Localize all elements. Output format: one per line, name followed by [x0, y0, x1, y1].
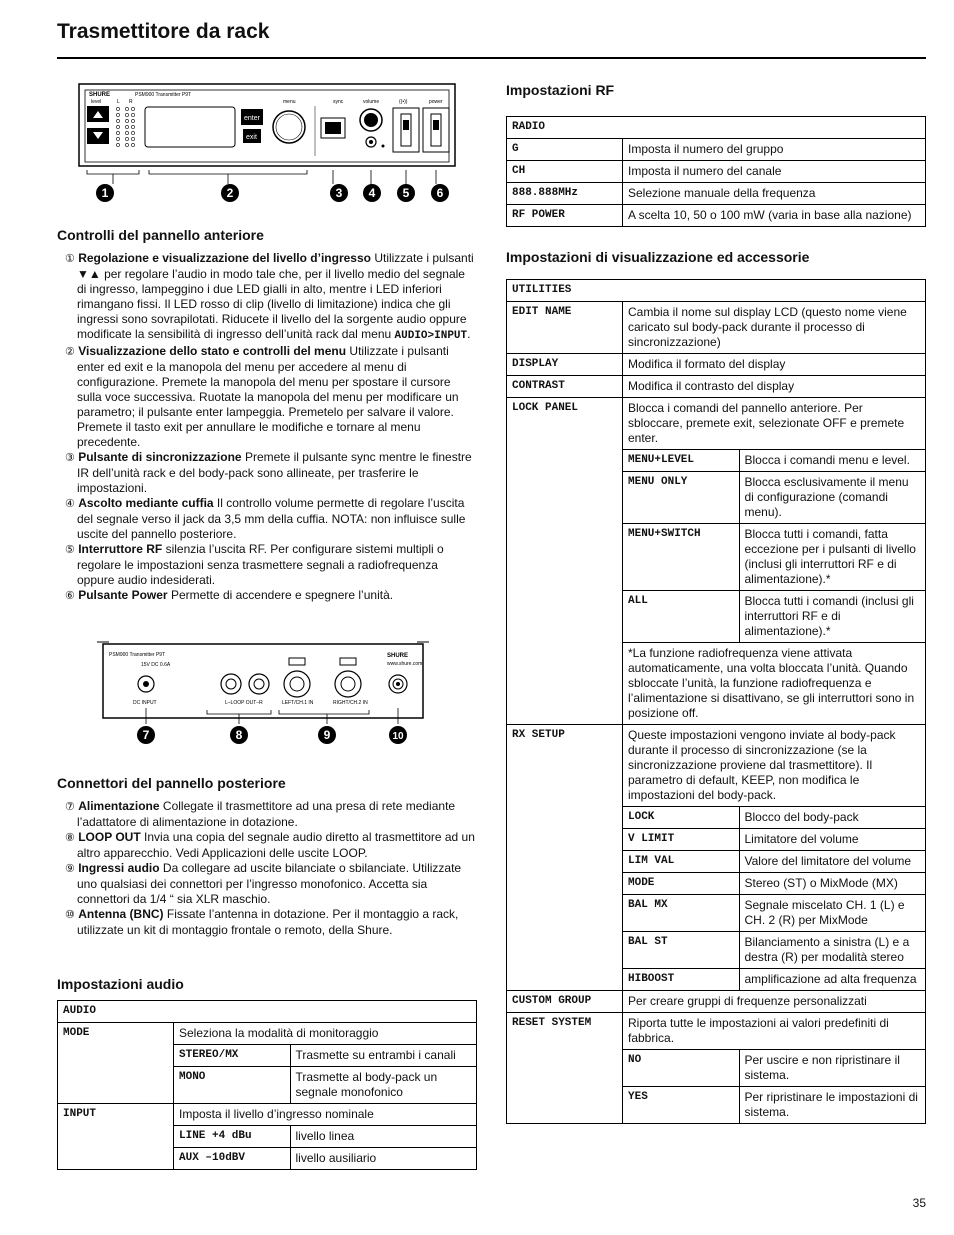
left-column: [57, 76, 477, 1170]
title-rule: [57, 57, 926, 59]
svg-text:R: R: [129, 99, 133, 105]
svg-text:power: power: [429, 99, 443, 105]
svg-text:2: 2: [226, 186, 234, 200]
svg-text:level: level: [91, 99, 102, 105]
svg-text:8: 8: [235, 728, 243, 742]
svg-text:10: 10: [392, 731, 404, 742]
table-header: RADIO: [507, 117, 926, 139]
list-item: ⑥ Pulsante Power Permette di accendere e spegnere l’unità.: [65, 588, 394, 602]
rf-settings-table: RADIO G Imposta il numero del gruppo CH Imposta il numero del canale 888.888MHz Selezione manuale della frequenza RF POWER A scelta 10, 50 o 100 mW (varia in base alla nazione): [506, 116, 926, 227]
svg-text:LEFT/CH.1 IN: LEFT/CH.1 IN: [282, 700, 314, 706]
utilities-table: UTILITIES EDIT NAME Cambia il nome sul display LCD (questo nome viene caricato sul body-pack durante il processo di sincronizzazione) DISPLAY Modifica il formato del display CONTRAST Modifica il contrasto del display LOCK PANEL Blocca i comandi del pannello anteriore. Per sbloccare, premete exit, selezionate OFF e premete enter. MENU+LEVEL Blocca i comandi menu e level. MENU ONLY Blocca esclusivamente il menu di configurazione (comandi menu). MENU+SWITCH Blocca tutti i comandi, fatta eccezione per i pulsanti di livello (inclusi gli interruttori RF e di alimentazione).* ALL Blocca tutti i comandi (inclusi gli interruttori RF e di alimentazione).* *La funzione radiofrequenza viene attivata automaticamente, una volta bloccata l’unità. Quando sbloccate l’unità, la funzione radiofrequenza e l’alimentazione si disattivano, se gli interruttori sono in posizione off. RX SETUP Queste impostazioni vengono inviate al body-pack durante il processo di sincronizzazione (se la sincronizzazione proviene dal trasmettitore). Il parametro di default, KEEP, non modifica le impostazioni del body-pack. LOCK Blocco del body-pack V LIMIT Limitatore del volume LIM VAL Valore del limitatore del volume MODE Stereo (ST) o MixMode (MX) BAL MX Segnale miscelato CH. 1 (L) e CH. 2 (R) per MixMode BAL ST Bilanciamento a sinistra (L) e a destra (R) per modalità stereo HIBOOST amplificazione ad alta frequenza CUSTOM GROUP Per creare gruppi di frequenze personalizzati RESET SYSTEM Riporta tutte le impostazioni ai valori predefiniti di fabbrica. NO Per uscire e non ripristinare il sistema. YES Per ripristinare le impostazioni di sistema.: [506, 279, 926, 1124]
rf-settings-heading: Impostazioni RF: [506, 82, 615, 98]
svg-text:4: 4: [368, 186, 376, 200]
audio-settings-table: [57, 1000, 477, 1170]
rx-setup-options-table: LOCK Blocco del body-pack V LIMIT Limitatore del volume LIM VAL Valore del limitatore del volume MODE Stereo (ST) o MixMode (MX) BAL MX Segnale miscelato CH. 1 (L) e CH. 2 (R) per MixMode BAL ST Bilanciamento a sinistra (L) e a destra (R) per modalità stereo HIBOOST amplificazione ad alta frequenza: [623, 807, 925, 990]
audio-settings-heading: Impostazioni audio: [57, 976, 184, 992]
reset-options-table: NO Per uscire e non ripristinare il sistema. YES Per ripristinare le impostazioni di sistema.: [623, 1050, 925, 1123]
svg-text:3: 3: [335, 186, 343, 200]
front-panel-heading: Controlli del pannello anteriore: [57, 227, 264, 243]
svg-text:1: 1: [101, 186, 109, 200]
svg-text:volume: volume: [363, 99, 380, 105]
svg-text:RIGHT/CH.2 IN: RIGHT/CH.2 IN: [333, 700, 368, 706]
front-brand-text: SHURE: [89, 92, 111, 98]
table-cell: INPUT: [58, 1104, 174, 1170]
svg-text:9: 9: [323, 728, 331, 742]
svg-text:((•)): ((•)): [399, 99, 408, 105]
page-title: Trasmettitore da rack: [57, 20, 270, 43]
svg-text:menu: menu: [283, 99, 296, 105]
lock-panel-options-table: MENU+LEVEL Blocca i comandi menu e level. MENU ONLY Blocca esclusivamente il menu di configurazione (comandi menu). MENU+SWITCH Blocca tutti i comandi, fatta eccezione per i pulsanti di livello (inclusi gli interruttori RF e di alimentazione).* ALL Blocca tutti i comandi (inclusi gli interruttori RF e di alimentazione).*: [623, 450, 925, 642]
table-cell: MODE: [58, 1023, 174, 1104]
svg-text:exit: exit: [246, 134, 257, 141]
list-item: ⑦ Alimentazione Collegate il trasmettitore ad una presa di rete mediante l’adattatore di alimentazione in dotazione.: [65, 799, 456, 829]
table-cell: Seleziona la modalità di monitoraggio: [174, 1023, 477, 1045]
table-cell: Imposta il livello d’ingresso nominale: [174, 1104, 477, 1126]
svg-text:enter: enter: [244, 115, 260, 122]
svg-text:sync: sync: [333, 99, 344, 105]
svg-text:DC INPUT: DC INPUT: [133, 700, 157, 706]
list-item: ⑩ Antenna (BNC) Fissate l’antenna in dotazione. Per il montaggio a rack, utilizzate un kit di montaggio frontale o remoto, della Shure.: [65, 907, 459, 937]
page-number: 35: [912, 1196, 926, 1210]
utilities-heading: Impostazioni di visualizzazione ed accessorie: [506, 249, 810, 265]
svg-text:PSM900 Transmitter P9T: PSM900 Transmitter P9T: [109, 652, 166, 658]
list-item: ⑧ LOOP OUT Invia una copia del segnale audio diretto al trasmettitore ad un altro apparecchio. Vedi Applicazioni delle uscite LOOP.: [65, 830, 475, 860]
list-item: ④ Ascolto mediante cuffia Il controllo volume permette di regolare l’uscita del segnale verso il jack da 3,5 mm della cuffia. NOTA: non influisce sulle uscite del pannello posteriore.: [65, 496, 466, 541]
list-item: ① Regolazione e visualizzazione del livello d’ingresso Utilizzate i pulsanti ▼▲ per regolare l’audio in modo tale che, per il livello medio del segnale di ingresso, lampeggino i due LED gialli in alto, mentre i LED inferiori rimangano fissi. Il LED rosso di clip (livello di limitazione) indica che gli ingressi sono sovrapilotati. Riducete il livello del la sorgente audio oppure modificate la sensibilità di ingresso dell’unità rack dal menu AUDIO>INPUT.: [65, 251, 474, 342]
list-item: ⑨ Ingressi audio Da collegare ad uscite bilanciate o sbilanciate. Utilizzate uno qualsiasi dei connettori per l’ingresso monofonico. Accetta sia connettori da 1/4 “ sia XLR maschio.: [65, 861, 462, 906]
mode-options-table: STEREO/MX Trasmette su entrambi i canali MONO Trasmette al body-pack un segnale monofonico: [174, 1045, 476, 1103]
rear-panel-diagram: [57, 632, 477, 762]
list-item: ⑤ Interruttore RF silenzia l’uscita RF. Per configurare sistemi multipli o regolare le impostazioni senza trasmettere segnali a radiofrequenza oppure audio indesiderati.: [65, 542, 444, 587]
input-options-table: LINE +4 dBu livello linea AUX –10dBV livello ausiliario: [174, 1126, 476, 1169]
svg-text:6: 6: [436, 186, 444, 200]
svg-text:L–LOOP OUT–R: L–LOOP OUT–R: [225, 700, 263, 706]
list-item: ③ Pulsante di sincronizzazione Premete il pulsante sync mentre le finestre IR dell’unità rack e del body-pack sono allineate, per trasferire le impostazioni.: [65, 450, 472, 495]
right-column: [506, 76, 926, 1124]
lock-panel-note: *La funzione radiofrequenza viene attivata automaticamente, una volta bloccata l’unità. Quando sbloccate l’unità, la funzione radiofrequenza e l’alimentazione si disattivano, se gli interruttori sono in posizione off.: [623, 643, 926, 725]
lcd-display: [145, 107, 235, 147]
svg-text:7: 7: [142, 728, 150, 742]
rear-panel-heading: Connettori del pannello posteriore: [57, 775, 286, 791]
front-model-text: PSM900 Transmitter P9T: [135, 92, 192, 98]
front-panel-diagram: [57, 76, 477, 206]
rear-panel-items: [57, 799, 477, 938]
list-item: ② Visualizzazione dello stato e controlli del menu Utilizzate i pulsanti enter ed exit e la manopola del menu per accedere al menu di configurazione. Premete la manopola del menu per spostare il cursore sulla voce successiva. Ruotate la manopola del menu per modificare un parametro; il pulsante enter lampeggia. Premetelo per salvare il valore. Premete il tasto exit per annullare le modifiche e tornare al menu precedente.: [65, 344, 459, 449]
svg-text:5: 5: [402, 186, 410, 200]
svg-text:SHURE: SHURE: [387, 653, 409, 659]
svg-text:L: L: [117, 99, 120, 105]
svg-text:15V DC 0.6A: 15V DC 0.6A: [141, 662, 171, 668]
svg-text:www.shure.com: www.shure.com: [387, 661, 423, 667]
table-header: AUDIO: [58, 1001, 477, 1023]
table-header: UTILITIES: [507, 280, 926, 302]
front-panel-items: [57, 251, 477, 604]
callout-brackets: [87, 170, 436, 184]
menu-knob[interactable]: [273, 111, 305, 143]
